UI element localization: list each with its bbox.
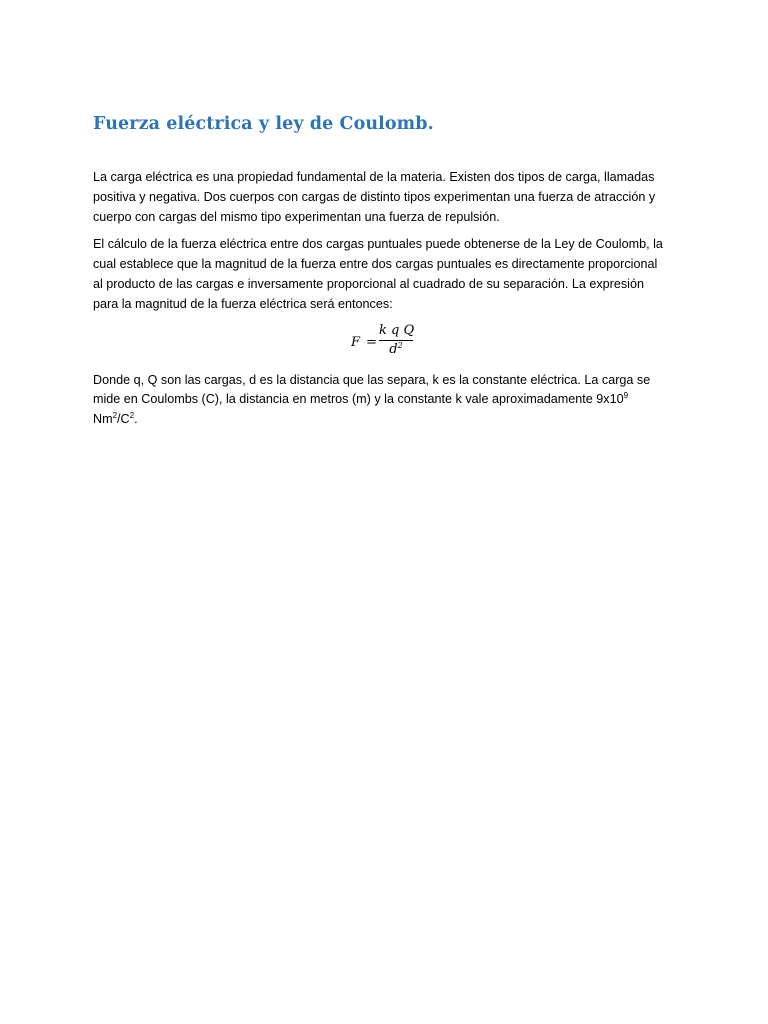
paragraph-line — [93, 410, 683, 430]
exponent: 9 — [623, 391, 629, 401]
document-title: Fuerza eléctrica y ley de Coulomb. — [93, 114, 434, 134]
paragraph-line: al producto de las cargas e inversamente proporcional al cuadrado de su separación. La expresión — [93, 276, 644, 291]
paragraph-line: positiva y negativa. Dos cuerpos con cargas de distinto tipos experimentan una fuerza de atracción y — [93, 189, 656, 204]
formula-numerator: k q Q — [379, 323, 413, 341]
coulomb-formula — [93, 323, 683, 363]
paragraph-line: para la magnitud de la fuerza eléctrica será entonces: — [93, 296, 393, 311]
paragraph-intro — [93, 168, 683, 227]
paragraph-line: cual establece que la magnitud de la fuerza entre dos cargas puntuales es directamente proporcional — [93, 257, 658, 272]
paragraph-line: cuerpo con cargas del mismo tipo experimentan una fuerza de repulsión. — [93, 209, 500, 224]
paragraph-coulomb-law — [93, 235, 683, 314]
paragraph-line — [93, 390, 683, 410]
unit-text: /C — [117, 412, 130, 427]
exponent: 2 — [129, 411, 135, 421]
paragraph-line: La carga eléctrica es una propiedad fundamental de la materia. Existen dos tipos de carga, llamadas — [93, 170, 655, 184]
formula-denominator-base: d — [389, 341, 398, 357]
formula-equals: = — [366, 334, 377, 350]
paragraph-text: mide en Coulombs (C), la distancia en metros (m) y la constante k vale aproximadamente 9x10 — [93, 392, 624, 407]
paragraph-line: Donde q, Q son las cargas, d es la distancia que las separa, k es la constante eléctrica. La carga se — [93, 372, 651, 387]
document-body — [93, 114, 683, 438]
formula-fraction — [379, 323, 413, 357]
formula-denominator-exponent: 2 — [397, 340, 403, 350]
paragraph-line: El cálculo de la fuerza eléctrica entre dos cargas puntuales puede obtenerse de la Ley de Coulomb, la — [93, 237, 663, 252]
formula-lhs: F — [351, 334, 361, 350]
exponent: 2 — [112, 411, 118, 421]
sentence-end: . — [134, 412, 138, 427]
paragraph-definitions — [93, 371, 683, 430]
unit-text: Nm — [93, 412, 113, 427]
formula-denominator — [379, 341, 413, 357]
